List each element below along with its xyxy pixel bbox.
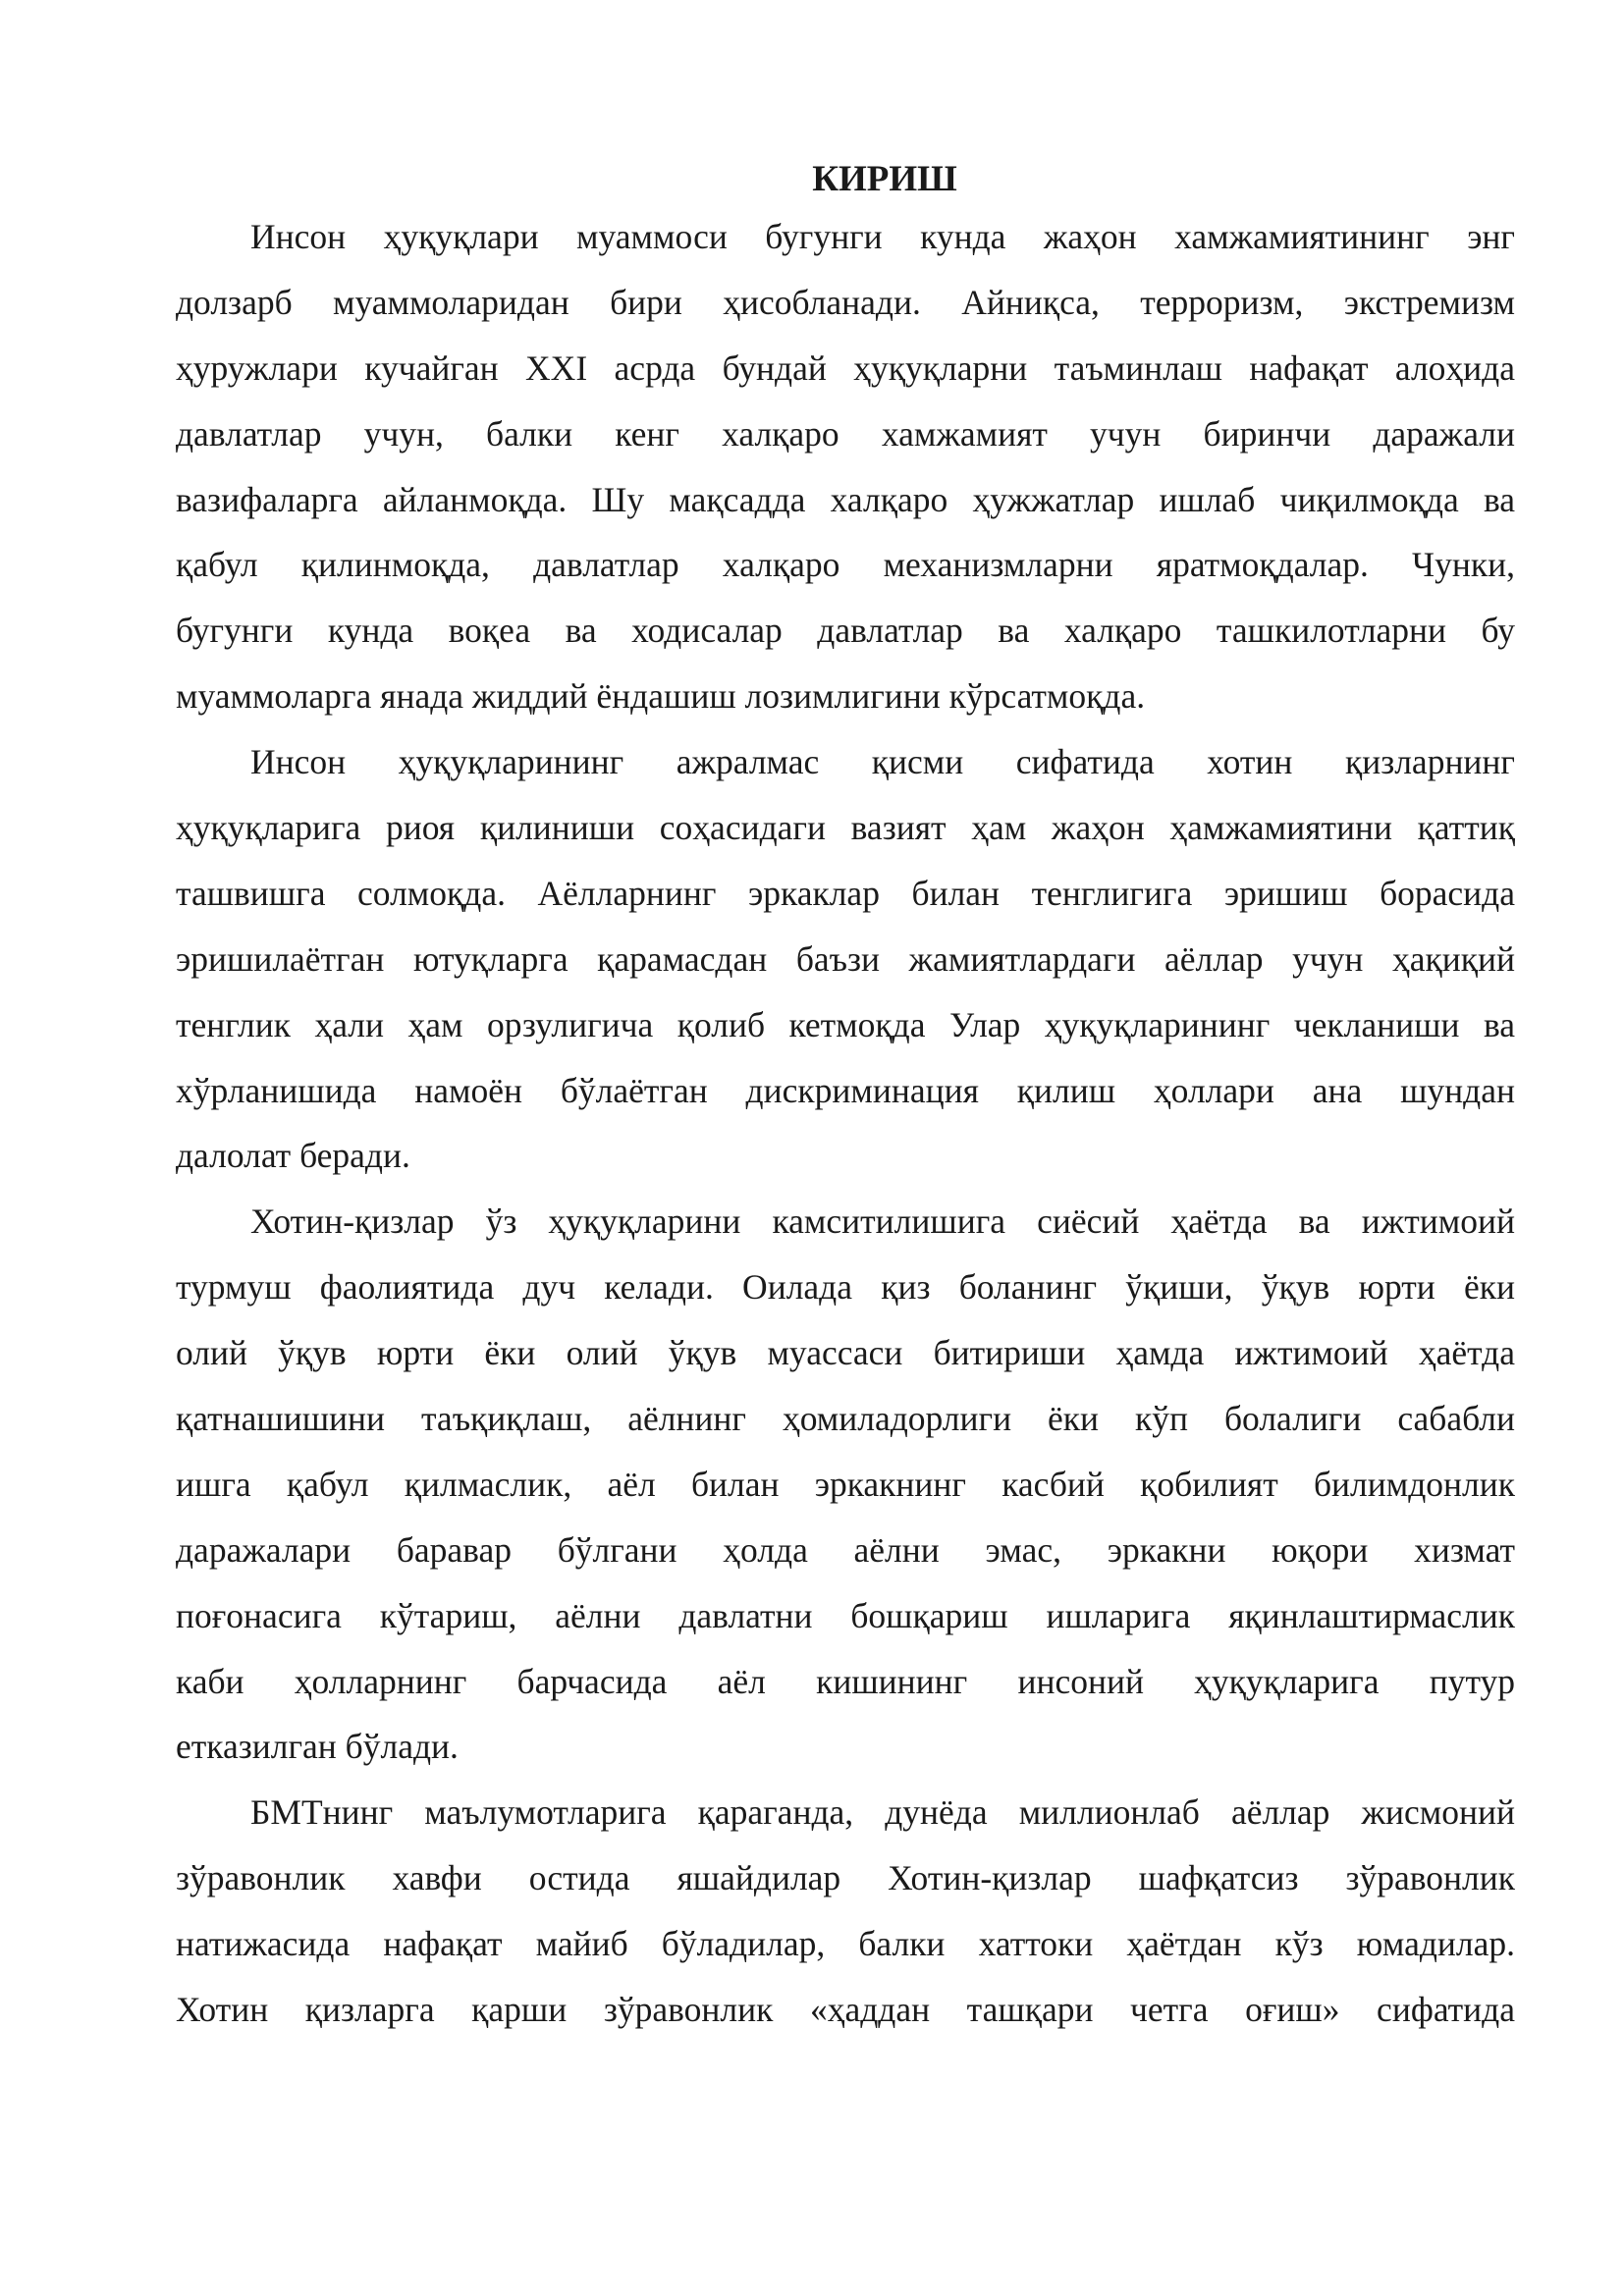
text-line: Хотин қизларга қарши зўравонлик «ҳаддан ташқари четга оғиш» сифатида xyxy=(176,1990,1515,2030)
text-line: далолат беради. xyxy=(176,1136,410,1176)
text-line: эришилаётган ютуқларга қарамасдан баъзи жамиятлардаги аёллар учун ҳақиқий xyxy=(176,938,1515,979)
paragraph xyxy=(176,204,1515,729)
text-line: бугунги кунда воқеа ва ходисалар давлатлар ва халқаро ташкилотларни бу xyxy=(176,611,1515,651)
text-line: ҳуружлари кучайган XXI асрда бундай ҳуқуқларни таъминлаш нафақат алоҳида xyxy=(176,347,1515,388)
text-line: ҳуқуқларига риоя қилиниши соҳасидаги вазият ҳам жаҳон ҳамжамиятини қаттиқ xyxy=(176,808,1515,848)
text-line: хўрланишида намоён бўлаётган дискриминация қилиш ҳоллари ана шундан xyxy=(176,1070,1515,1110)
text-line: етказилган бўлади. xyxy=(176,1727,459,1767)
text-line: зўравонлик хавфи остида яшайдилар Хотин-қизлар шафқатсиз зўравонлик xyxy=(176,1858,1515,1898)
text-line: ишга қабул қилмаслик, аёл билан эркакнинг касбий қобилият билимдонлик xyxy=(176,1464,1515,1504)
paragraph xyxy=(176,729,1515,1189)
text-line: натижасида нафақат майиб бўладилар, балки хаттоки ҳаётдан кўз юмадилар. xyxy=(176,1924,1515,1964)
text-line: давлатлар учун, балки кенг халқаро хамжамият учун биринчи даражали xyxy=(176,413,1515,454)
text-line: турмуш фаолиятида дуч келади. Оилада қиз боланинг ўқиши, ўқув юрти ёки xyxy=(176,1267,1515,1308)
document-title: КИРИШ xyxy=(812,159,957,199)
text-line: Инсон ҳуқуқларининг ажралмас қисми сифатида хотин қизларнинг xyxy=(250,742,1515,782)
text-line: долзарб муаммоларидан бири ҳисобланади. Айниқса, терроризм, экстремизм xyxy=(176,282,1515,322)
paragraph xyxy=(176,1780,1515,2043)
text-line: Хотин-қизлар ўз ҳуқуқларини камситилишига сиёсий ҳаётда ва ижтимоий xyxy=(250,1201,1515,1242)
text-line: тенглик ҳали ҳам орзулигича қолиб кетмоқда Улар ҳуқуқларининг чекланиши ва xyxy=(176,1004,1515,1044)
text-line: қатнашишини таъқиқлаш, аёлнинг ҳомиладорлиги ёки кўп болалиги сабабли xyxy=(176,1399,1515,1439)
text-line: даражалари баравар бўлгани ҳолда аёлни эмас, эркакни юқори хизмат xyxy=(176,1529,1515,1570)
paragraph xyxy=(176,1189,1515,1780)
text-line: поғонасига кўтариш, аёлни давлатни бошқариш ишларига яқинлаштирмаслик xyxy=(176,1595,1515,1635)
text-line: Инсон ҳуқуқлари муаммоси бугунги кунда жаҳон хамжамиятининг энг xyxy=(250,217,1515,256)
text-line: қабул қилинмоқда, давлатлар халқаро механизмларни яратмоқдалар. Чунки, xyxy=(176,545,1515,585)
text-line: ташвишга солмоқда. Аёлларнинг эркаклар билан тенглигига эришиш борасида xyxy=(176,873,1515,913)
text-line: каби ҳолларнинг барчасида аёл кишининг инсоний ҳуқуқларига путур xyxy=(176,1661,1515,1701)
text-line: БМТнинг маълумотларига қараганда, дунёда миллионлаб аёллар жисмоний xyxy=(250,1792,1515,1833)
text-line: олий ўқув юрти ёки олий ўқув муассаси битириши ҳамда ижтимоий ҳаётда xyxy=(176,1333,1515,1373)
text-line: муаммоларга янада жиддий ёндашиш лозимлигини кўрсатмоқда. xyxy=(176,676,1146,717)
document-page xyxy=(176,147,1515,2043)
text-line: вазифаларга айланмоқда. Шу мақсадда халқаро ҳужжатлар ишлаб чиқилмоқда ва xyxy=(176,479,1515,519)
document-body xyxy=(176,204,1515,2043)
